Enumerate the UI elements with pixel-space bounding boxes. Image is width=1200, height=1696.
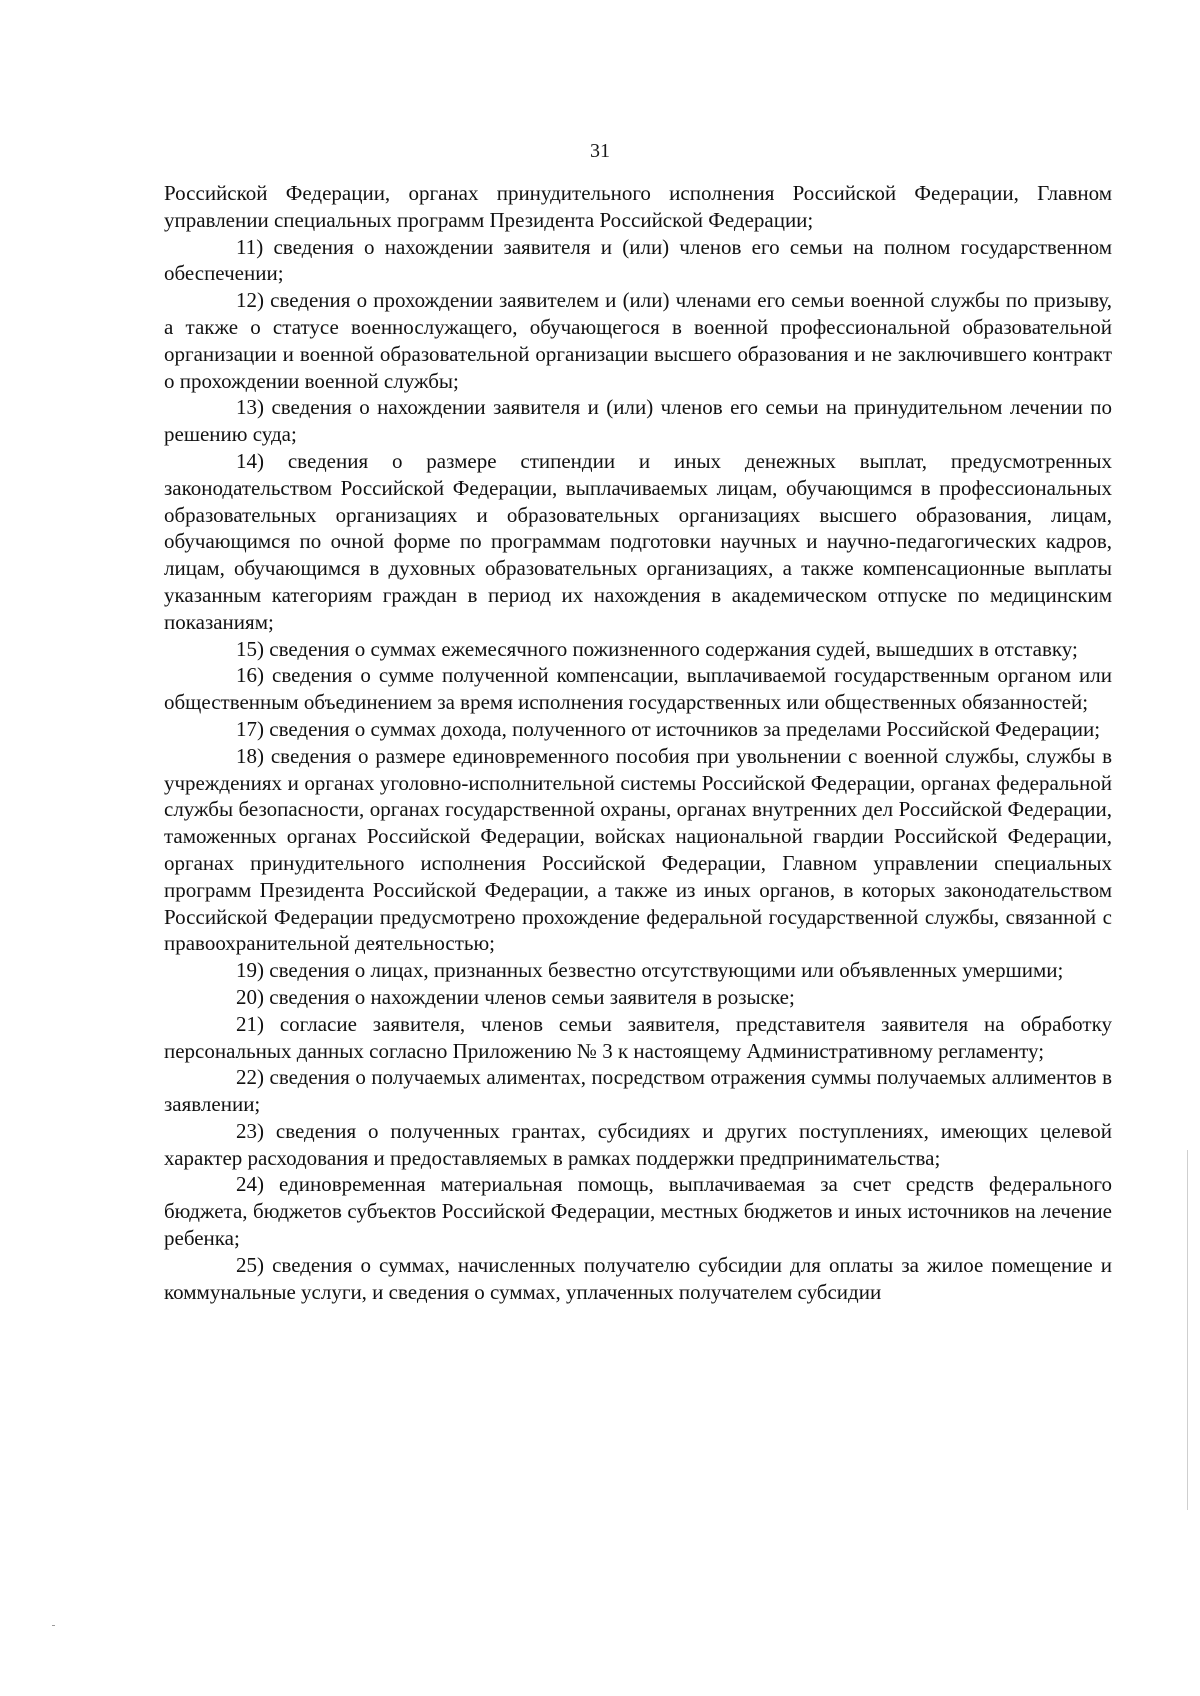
scan-edge-artifact xyxy=(1187,1150,1188,1510)
paragraph-item-18: 18) сведения о размере единовременного пособия при увольнении с военной службы, службы в учреждениях и органах уголовно-исполнительной системы Российской Федерации, органах федеральной службы безопасности, органах государственной охраны, органах внутренних дел Российской Федерации, таможенных органах Российской Федерации, войсках национальной гвардии Российской Федерации, органах принудительного исполнения Российской Федерации, Главном управлении специальных программ Президента Российской Федерации, а также из иных органов, в которых законодательством Российской Федерации предусмотрено прохождение федеральной государственной службы, связанной с правоохранительной деятельностью; xyxy=(164,743,1112,956)
paragraph-item-13: 13) сведения о нахождении заявителя и (или) членов его семьи на принудительном лечении по решению суда; xyxy=(164,395,1112,447)
paragraph-item-16: 16) сведения о сумме полученной компенсации, выплачиваемой государственным органом или общественным объединением за время исполнения государственных или общественных обязанностей; xyxy=(164,663,1112,715)
paragraph-item-22: 22) сведения о получаемых алиментах, посредством отражения суммы получаемых аллиментов в заявлении; xyxy=(164,1065,1112,1117)
paragraph-item-12: 12) сведения о прохождении заявителем и (или) членами его семьи военной службы по призыву, а также о статусе военнослужащего, обучающегося в военной профессиональной образовательной организации и военной образовательной организации высшего образования и не заключившего контракт о прохождении военной службы; xyxy=(164,288,1112,393)
paragraph-item-20: 20) сведения о нахождении членов семьи заявителя в розыске; xyxy=(236,984,795,1009)
scan-dot-artifact xyxy=(52,1625,55,1626)
paragraph-item-25: 25) сведения о суммах, начисленных получателю субсидии для оплаты за жилое помещение и коммунальные услуги, и сведения о суммах, уплаченных получателем субсидии xyxy=(164,1252,1112,1304)
paragraph-continuation: Российской Федерации, органах принудительного исполнения Российской Федерации, Главном управлении специальных программ Президента Российской Федерации; xyxy=(164,181,1112,232)
page-number: 31 xyxy=(590,140,610,162)
paragraph-item-11: 11) сведения о нахождении заявителя и (или) членов его семьи на полном государственном обеспечении; xyxy=(164,234,1112,286)
paragraph-item-17: 17) сведения о суммах дохода, полученного от источников за пределами Российской Федерации; xyxy=(236,716,1101,741)
body-text xyxy=(164,180,1112,1305)
paragraph-item-24: 24) единовременная материальная помощь, выплачиваемая за счет средств федерального бюджета, бюджетов субъектов Российской Федерации, местных бюджетов и иных источников на лечение ребенка; xyxy=(164,1172,1112,1251)
paragraph-item-21: 21) согласие заявителя, членов семьи заявителя, представителя заявителя на обработку персональных данных согласно Приложению № 3 к настоящему Административному регламенту; xyxy=(164,1011,1112,1063)
paragraph-item-14: 14) сведения о размере стипендии и иных денежных выплат, предусмотренных законодательством Российской Федерации, выплачиваемых лицам, обучающимся в профессиональных образовательных организациях и образовательных организациях высшего образования, лицам, обучающимся по очной форме по программам подготовки научных и научно-педагогических кадров, лицам, обучающимся в духовных образовательных организациях, а также компенсационные выплаты указанным категориям граждан в период их нахождения в академическом отпуске по медицинским показаниям; xyxy=(164,448,1112,634)
paragraph-item-15: 15) сведения о суммах ежемесячного пожизненного содержания судей, вышедших в отставку; xyxy=(236,636,1078,661)
paragraph-item-19: 19) сведения о лицах, признанных безвестно отсутствующими или объявленных умершими; xyxy=(236,958,1064,983)
paragraph-item-23: 23) сведения о полученных грантах, субсидиях и других поступлениях, имеющих целевой характер расходования и предоставляемых в рамках поддержки предпринимательства; xyxy=(164,1118,1112,1170)
